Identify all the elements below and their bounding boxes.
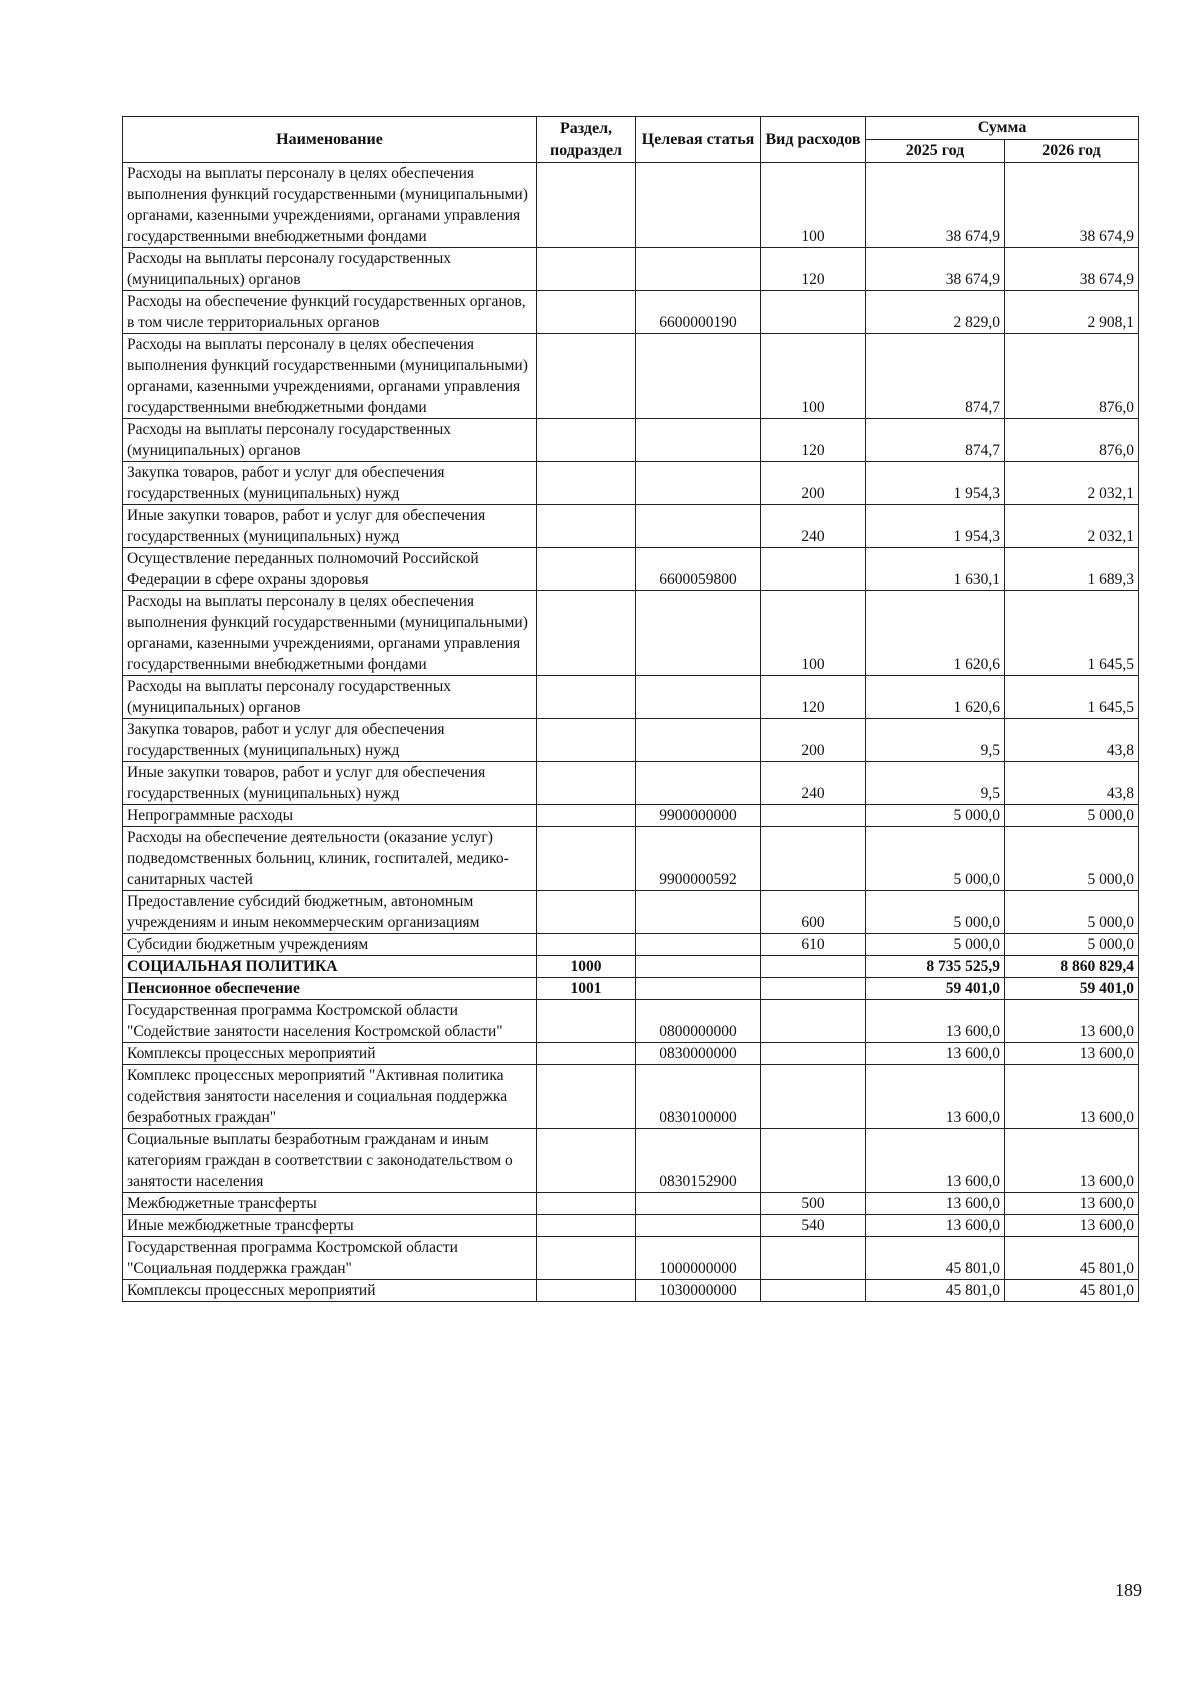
cell-type <box>761 548 866 591</box>
table-row <box>123 762 1139 805</box>
cell-section <box>537 1000 636 1043</box>
cell-sum-2025: 1 954,3 <box>866 505 1005 548</box>
table-row <box>123 827 1139 891</box>
header-section: Раздел, подраздел <box>537 117 636 163</box>
cell-section: 1001 <box>537 978 636 1000</box>
cell-section <box>537 291 636 334</box>
table-row <box>123 978 1139 1000</box>
cell-target <box>636 676 761 719</box>
cell-sum-2025: 13 600,0 <box>866 1000 1005 1043</box>
cell-target: 6600000190 <box>636 291 761 334</box>
cell-target <box>636 419 761 462</box>
cell-sum-2026: 5 000,0 <box>1005 934 1139 956</box>
cell-name: Расходы на выплаты персоналу в целях обеспечения выполнения функций государственными (муниципальными) органами, казенными учреждениями, органами управления государственными внебюджетными фондами <box>123 334 537 419</box>
cell-sum-2026: 2 032,1 <box>1005 462 1139 505</box>
cell-sum-2026: 8 860 829,4 <box>1005 956 1139 978</box>
cell-type: 100 <box>761 163 866 248</box>
cell-target <box>636 248 761 291</box>
cell-target: 6600059800 <box>636 548 761 591</box>
cell-target <box>636 1193 761 1215</box>
cell-sum-2025: 1 954,3 <box>866 462 1005 505</box>
cell-sum-2025: 45 801,0 <box>866 1237 1005 1280</box>
cell-type: 200 <box>761 719 866 762</box>
cell-sum-2025: 5 000,0 <box>866 934 1005 956</box>
cell-type <box>761 1000 866 1043</box>
cell-target <box>636 1215 761 1237</box>
cell-section <box>537 334 636 419</box>
table-row <box>123 805 1139 827</box>
cell-name: Государственная программа Костромской области "Социальная поддержка граждан" <box>123 1237 537 1280</box>
cell-target: 0800000000 <box>636 1000 761 1043</box>
cell-sum-2026: 876,0 <box>1005 419 1139 462</box>
cell-type <box>761 291 866 334</box>
cell-name: Субсидии бюджетным учреждениям <box>123 934 537 956</box>
cell-sum-2026: 2 032,1 <box>1005 505 1139 548</box>
cell-section <box>537 248 636 291</box>
page-number: 189 <box>1115 1580 1142 1600</box>
cell-section <box>537 419 636 462</box>
cell-target <box>636 934 761 956</box>
cell-target <box>636 505 761 548</box>
header-year-2025: 2025 год <box>866 140 1005 163</box>
cell-sum-2026: 13 600,0 <box>1005 1129 1139 1193</box>
cell-sum-2026: 43,8 <box>1005 719 1139 762</box>
cell-section <box>537 891 636 934</box>
table-row <box>123 163 1139 248</box>
cell-sum-2026: 13 600,0 <box>1005 1000 1139 1043</box>
cell-target: 9900000000 <box>636 805 761 827</box>
table-row <box>123 934 1139 956</box>
cell-type <box>761 956 866 978</box>
cell-sum-2025: 5 000,0 <box>866 805 1005 827</box>
cell-sum-2025: 8 735 525,9 <box>866 956 1005 978</box>
cell-sum-2025: 38 674,9 <box>866 248 1005 291</box>
header-type: Вид расходов <box>761 117 866 163</box>
cell-sum-2025: 5 000,0 <box>866 827 1005 891</box>
cell-sum-2026: 2 908,1 <box>1005 291 1139 334</box>
cell-sum-2026: 1 689,3 <box>1005 548 1139 591</box>
cell-type <box>761 978 866 1000</box>
cell-type <box>761 1129 866 1193</box>
table-row <box>123 1193 1139 1215</box>
cell-name: Непрограммные расходы <box>123 805 537 827</box>
cell-type <box>761 827 866 891</box>
table-row <box>123 462 1139 505</box>
cell-target: 0830100000 <box>636 1065 761 1129</box>
table-row <box>123 1129 1139 1193</box>
cell-sum-2026: 45 801,0 <box>1005 1237 1139 1280</box>
cell-type <box>761 1043 866 1065</box>
table-row <box>123 1215 1139 1237</box>
table-row <box>123 1237 1139 1280</box>
cell-name: Расходы на выплаты персоналу в целях обеспечения выполнения функций государственными (муниципальными) органами, казенными учреждениями, органами управления государственными внебюджетными фондами <box>123 163 537 248</box>
cell-name: Расходы на обеспечение функций государственных органов, в том числе территориальных органов <box>123 291 537 334</box>
cell-target <box>636 462 761 505</box>
cell-target <box>636 762 761 805</box>
cell-sum-2026: 5 000,0 <box>1005 805 1139 827</box>
cell-name: Пенсионное обеспечение <box>123 978 537 1000</box>
cell-sum-2025: 9,5 <box>866 762 1005 805</box>
cell-sum-2026: 38 674,9 <box>1005 163 1139 248</box>
cell-name: Иные межбюджетные трансферты <box>123 1215 537 1237</box>
cell-type <box>761 805 866 827</box>
cell-name: Предоставление субсидий бюджетным, автономным учреждениям и иным некоммерческим организациям <box>123 891 537 934</box>
cell-section <box>537 934 636 956</box>
cell-name: Социальные выплаты безработным гражданам и иным категориям граждан в соответствии с законодательством о занятости населения <box>123 1129 537 1193</box>
cell-target <box>636 163 761 248</box>
cell-name: Расходы на выплаты персоналу государственных (муниципальных) органов <box>123 248 537 291</box>
cell-section <box>537 548 636 591</box>
cell-name: Комплексы процессных мероприятий <box>123 1043 537 1065</box>
table-row <box>123 591 1139 676</box>
table-header <box>123 117 1139 163</box>
cell-target <box>636 334 761 419</box>
cell-sum-2026: 13 600,0 <box>1005 1065 1139 1129</box>
table-row <box>123 1065 1139 1129</box>
header-target: Целевая статья <box>636 117 761 163</box>
cell-type: 600 <box>761 891 866 934</box>
cell-target: 9900000592 <box>636 827 761 891</box>
cell-section <box>537 1043 636 1065</box>
cell-target <box>636 978 761 1000</box>
cell-sum-2025: 5 000,0 <box>866 891 1005 934</box>
cell-sum-2025: 13 600,0 <box>866 1215 1005 1237</box>
table-row <box>123 719 1139 762</box>
cell-name: Иные закупки товаров, работ и услуг для обеспечения государственных (муниципальных) нужд <box>123 505 537 548</box>
cell-type: 120 <box>761 419 866 462</box>
cell-name: СОЦИАЛЬНАЯ ПОЛИТИКА <box>123 956 537 978</box>
cell-target <box>636 591 761 676</box>
cell-target: 0830152900 <box>636 1129 761 1193</box>
table-body <box>123 163 1139 1302</box>
cell-section <box>537 1065 636 1129</box>
cell-type: 120 <box>761 676 866 719</box>
cell-name: Расходы на обеспечение деятельности (оказание услуг) подведомственных больниц, клиник, госпиталей, медико-санитарных частей <box>123 827 537 891</box>
cell-sum-2025: 59 401,0 <box>866 978 1005 1000</box>
cell-name: Комплексы процессных мероприятий <box>123 1280 537 1302</box>
table-row <box>123 548 1139 591</box>
cell-sum-2025: 1 620,6 <box>866 591 1005 676</box>
cell-type: 610 <box>761 934 866 956</box>
cell-sum-2025: 9,5 <box>866 719 1005 762</box>
cell-sum-2025: 13 600,0 <box>866 1043 1005 1065</box>
cell-sum-2026: 13 600,0 <box>1005 1193 1139 1215</box>
cell-sum-2025: 874,7 <box>866 334 1005 419</box>
cell-section <box>537 1215 636 1237</box>
cell-sum-2026: 43,8 <box>1005 762 1139 805</box>
cell-sum-2025: 1 620,6 <box>866 676 1005 719</box>
cell-name: Расходы на выплаты персоналу в целях обеспечения выполнения функций государственными (муниципальными) органами, казенными учреждениями, органами управления государственными внебюджетными фондами <box>123 591 537 676</box>
cell-name: Комплекс процессных мероприятий "Активная политика содействия занятости населения и социальная поддержка безработных граждан" <box>123 1065 537 1129</box>
cell-sum-2026: 13 600,0 <box>1005 1215 1139 1237</box>
cell-sum-2026: 5 000,0 <box>1005 827 1139 891</box>
cell-section <box>537 719 636 762</box>
cell-section <box>537 1193 636 1215</box>
cell-section: 1000 <box>537 956 636 978</box>
table-row <box>123 291 1139 334</box>
cell-type: 540 <box>761 1215 866 1237</box>
cell-sum-2026: 1 645,5 <box>1005 591 1139 676</box>
cell-type <box>761 1237 866 1280</box>
cell-target <box>636 719 761 762</box>
cell-sum-2025: 2 829,0 <box>866 291 1005 334</box>
table-row <box>123 676 1139 719</box>
cell-section <box>537 591 636 676</box>
cell-sum-2025: 13 600,0 <box>866 1129 1005 1193</box>
table-row <box>123 505 1139 548</box>
cell-type <box>761 1280 866 1302</box>
table-row <box>123 891 1139 934</box>
cell-sum-2025: 45 801,0 <box>866 1280 1005 1302</box>
table-row <box>123 334 1139 419</box>
cell-target: 1030000000 <box>636 1280 761 1302</box>
cell-name: Расходы на выплаты персоналу государственных (муниципальных) органов <box>123 676 537 719</box>
table-row <box>123 248 1139 291</box>
cell-target <box>636 956 761 978</box>
cell-sum-2025: 874,7 <box>866 419 1005 462</box>
table-row <box>123 1000 1139 1043</box>
cell-name: Расходы на выплаты персоналу государственных (муниципальных) органов <box>123 419 537 462</box>
cell-name: Государственная программа Костромской области "Содействие занятости населения Костромской области" <box>123 1000 537 1043</box>
cell-name: Закупка товаров, работ и услуг для обеспечения государственных (муниципальных) нужд <box>123 462 537 505</box>
header-sum: Сумма <box>866 117 1139 140</box>
cell-target: 1000000000 <box>636 1237 761 1280</box>
cell-sum-2026: 38 674,9 <box>1005 248 1139 291</box>
cell-sum-2026: 1 645,5 <box>1005 676 1139 719</box>
cell-section <box>537 827 636 891</box>
cell-target <box>636 891 761 934</box>
cell-type: 200 <box>761 462 866 505</box>
cell-sum-2025: 13 600,0 <box>866 1193 1005 1215</box>
cell-section <box>537 676 636 719</box>
cell-target: 0830000000 <box>636 1043 761 1065</box>
cell-type: 240 <box>761 762 866 805</box>
cell-section <box>537 505 636 548</box>
cell-section <box>537 462 636 505</box>
cell-sum-2025: 1 630,1 <box>866 548 1005 591</box>
cell-section <box>537 1280 636 1302</box>
cell-section <box>537 163 636 248</box>
cell-sum-2026: 876,0 <box>1005 334 1139 419</box>
cell-type: 120 <box>761 248 866 291</box>
cell-sum-2025: 13 600,0 <box>866 1065 1005 1129</box>
header-name: Наименование <box>123 117 537 163</box>
cell-type: 100 <box>761 591 866 676</box>
cell-name: Закупка товаров, работ и услуг для обеспечения государственных (муниципальных) нужд <box>123 719 537 762</box>
cell-type: 500 <box>761 1193 866 1215</box>
table-row <box>123 419 1139 462</box>
cell-section <box>537 1237 636 1280</box>
cell-sum-2026: 59 401,0 <box>1005 978 1139 1000</box>
cell-section <box>537 762 636 805</box>
budget-table <box>122 116 1139 1302</box>
cell-sum-2026: 5 000,0 <box>1005 891 1139 934</box>
cell-section <box>537 805 636 827</box>
cell-name: Межбюджетные трансферты <box>123 1193 537 1215</box>
cell-type <box>761 1065 866 1129</box>
table-row <box>123 1280 1139 1302</box>
cell-section <box>537 1129 636 1193</box>
cell-type: 240 <box>761 505 866 548</box>
cell-sum-2026: 45 801,0 <box>1005 1280 1139 1302</box>
cell-sum-2026: 13 600,0 <box>1005 1043 1139 1065</box>
table-row <box>123 956 1139 978</box>
cell-sum-2025: 38 674,9 <box>866 163 1005 248</box>
cell-name: Осуществление переданных полномочий Российской Федерации в сфере охраны здоровья <box>123 548 537 591</box>
header-year-2026: 2026 год <box>1005 140 1139 163</box>
cell-name: Иные закупки товаров, работ и услуг для обеспечения государственных (муниципальных) нужд <box>123 762 537 805</box>
table-row <box>123 1043 1139 1065</box>
cell-type: 100 <box>761 334 866 419</box>
